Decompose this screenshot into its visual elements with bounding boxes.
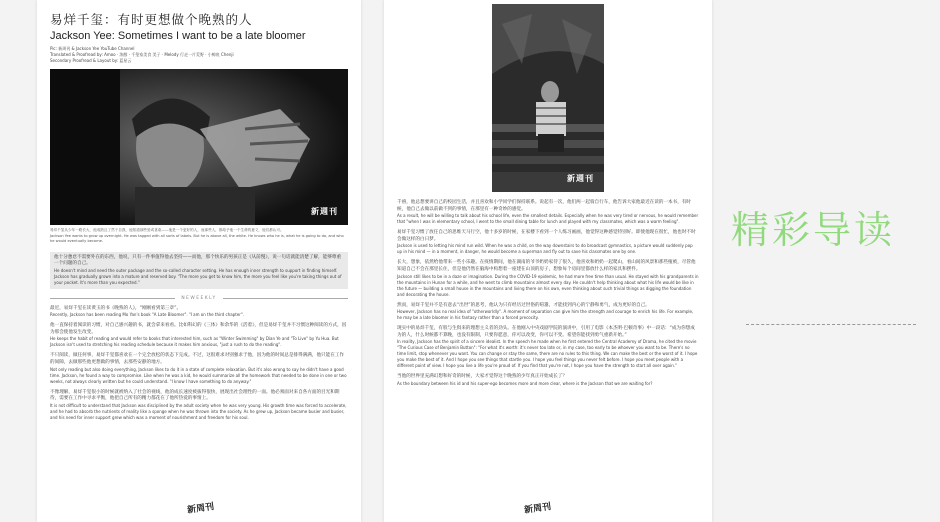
quote-en: He doesn't mind and need the outer package and the so-called character setting. He has enough inner strength to support in finding himself. Jackson has gradually grown into a mature and reserved boy. "The more you get to know him, the more you feel like you're taking things out of your pocket. It's more than you expected." [54,267,342,285]
paragraph-cn: 千禧，他总想要讲自己的校园生活，并且喜欢和小学同学们保持联系。说起有一次，他们两一起骑自行车，他告诉大家他最近在读的一本书，有时候，他自己去做以前做不到的事情，在那里有一种奇妙的感觉。 [397,200,692,212]
paragraph-en: In reality, Jackson has the spirit of a sincere idealist. In the speech he made when he first entered the Central Academy of Drama, he cited the movie "The Curious Case of Benjamin Button": "For what it's worth: it's never too late or, in my case, too early to be whoever you want to be. There's no time limit, stop whenever you want. You can change or stay the same, there are no rules to this thing. We can make the best or the worst of it. I hope you make the best of it. And I hope you see things that startle you. I hope you feel things you never felt before. I hope you meet people with a different point of view. I hope you live a life you're proud of. If you find that you're not, I hope you have the strength to start all over again." [397,339,698,369]
paragraph-cn: 不只阅读，做任何事，易烊千玺都喜欢在一个完全放松的状态下完成。不过，这很难求对别强求于他，因为他的时间总是排得满满，他只能在工作的间隙，去做那些他更想做的事情，去那些安静的地方。 [50,353,345,366]
article-title-cn: 易烊千玺：有时更想做个晚熟的人 [50,12,253,27]
paragraph [397,374,699,387]
magazine-logo: 新週刊 [311,206,338,216]
paragraph-cn: 长大，想象，依然给他带来一些小乐趣。在疫情期间，他在湖南的爷爷奶奶家待了很久，他喜欢和奶奶一起爬山，看山间的风景和那些植被，尽管他知道自己不会在那里长住，但是他仍然在脑海中构想着一座建在山顶的房子，想象每个房间里都放什么样的家具和摆件。 [397,260,696,272]
paragraph [397,200,699,225]
pull-quote [50,252,348,289]
paragraph [50,306,348,319]
paragraph [397,230,699,255]
divider-line [50,298,175,299]
magazine-page-left [37,0,361,522]
paragraph-cn: 当他的世界里充满幻想和好奇的时候，大家才觉得这个晚熟的少年真正开始成长了？ [397,374,567,380]
credit-line: Pic: 新周刊 & Jackson Yee YouTube Channel [50,46,135,51]
divider-line [223,298,348,299]
paragraph-en: As a result, he will be willing to talk about his school life, even the smallest details. Especially when he was very tired or nervous, he would remember that "when I was in elementary school, I went to the small dining table for lunch and played with my classmates, which was a warm feeling". [397,213,699,225]
paragraph-cn: 易烊千玺习惯了放任自己的思维天马行空，他十多岁的时候，在家楼下看到一个人练习画画，他觉得这种感觉特别好。即使他现在很忙，他也时不时会做这样的白日梦。 [397,230,696,242]
portrait-illustration [50,69,348,225]
article-title-en: Jackson Yee: Sometimes I want to be a late bloomer [50,30,306,42]
paragraph-cn: 他一直保持着阅读的习惯，对自己感兴趣的书，就会拿来看看。比如科幻的《三体》和余华的《活着》，但是易烊千玺并不习惯这种阅读的方式，因为那会使他发生改变。 [50,323,347,335]
paragraph-cn: 现实中的易烊千玺，有股与生俱来的理想主义者的劲头。在他刚入中央戏剧学院的演讲中，引用了电影《本杰明·巴顿奇事》中一段话：“成为你想成为的人，什么时候都不算晚，也没有限制，只要你愿意，你可以改变，你可以不变。希望你能找到勇气重新开始。” [397,326,695,338]
paragraph [50,323,348,348]
photo-on-stairs [492,4,604,192]
paragraph-en: He keeps the habit of reading and would refer to books that interested him, such as "Winter Swimming" by Dian Ye and "To Live" by Yu Hua. But Jackson isn't used to stretching his reading schedule because it makes him anxious, "just a rush to do the reading". [50,336,339,348]
divider-label: NEWEEKLY [181,295,217,301]
caption-cn: 易烊千玺从少年一路长大，他成熟且了然于自我，他知道那些爱或喜欢——他是一个更好的人，而那些人，都给予他一个生命的意义，他们都认可。 [50,228,284,232]
paragraph [397,303,699,322]
paragraph [397,326,699,369]
caption-en: Jackson Yee wants to grow up overnight. He was tagged with all sorts of labels. But he is above all, the white. He knows who he is, what he is going to do, and who he would eventually become. [50,233,344,243]
paragraph-en: Jackson is used to letting his mind run wild. When he was a child, on the way downstairs to do broadcast gymnastics, a picture would suddenly pop up in his mind — in a moment, in danger, he would become a superman and fly out to save his classmates one by one. [397,243,693,255]
photo-caption [50,228,348,245]
footer-logo: 新周刊 [523,502,552,516]
paragraph-en: As the boundary between his id and his super-ego becomes more and more clear, where is the Jackson that we are waiting for? [397,380,653,386]
magazine-page-right [384,0,712,522]
magazine-logo: 新週刊 [567,173,594,183]
paragraph-en: Recently, Jackson has been reading Mo Yan's book "A Late Bloomer". "I am on the third chapter". [50,312,245,318]
credits [50,46,348,64]
paragraph-cn: 然而，易烊千玺并不是有意去“出世”的思考，他认为只有经历过世俗的喧嚣，才能找到内心的宁静和勇气，成为更好的自己。 [397,302,650,308]
paragraph-cn: 不像理解，易烊千玺很小的时候就被纳入了社会的视线，他的成长速度被拔得很快，展现出社会理性的一面。他必须面对来自各方面的目光和期待，需要在工作中寻求平衡，他把自己所有的精力都花在了他所热爱的事情上。 [50,389,340,402]
paragraph [50,390,348,421]
paragraph-en: However, Jackson has no real idea of "otherworldly". A moment of separation can give him the strength and courage to enrich his life. For example, he may be a late bloomer in his fantasy rather than a forced precocity. [397,309,694,321]
section-headline: 精彩导读 [731,208,896,252]
paragraph-en: Not only reading but also doing everything, Jackson likes to do it in a state of complete relaxation. But it's also wrong to say he didn't have a good time. Jackson, he found a way to compromise. Like when he was a kid, he would summarize all the homework that needed to be done in one or two weeks, not always clearly written but he could understand. "I know I have something to do anyway." [50,366,347,384]
section-divider [50,296,348,301]
footer-logo: 新周刊 [186,502,215,516]
paragraph [397,260,699,297]
paragraph [50,353,348,384]
paragraph-en: Jackson still likes to be in a daze or imagination. During the COVID-19 epidemic, he had more free time than usual. He stayed with his grandparents in the mountains in Hunan for a while, and he went to climb mountains almost every day. He couldn't help thinking about what his life would be like in the future — building a small house in the mountains and living there on his own, even thinking about such trivial things as digging the foundation and decorating the house. [397,273,699,297]
credit-line: Secondary Proofread & Layout by: 蓝星云 [50,58,132,63]
paragraph-en: It is not difficult to understand that Jackson was disciplined by the adult society when he was very young. His growth time was forced to accelerate, and he had to absorb the nutrients of reality like a sponge when he was thrown into the society. As he grew up, Jackson became busier and busier, and his need for inner support grew which was a moment of nourishment and freedom for his soul. [50,402,347,420]
dashed-rule [746,324,916,325]
credit-line: Translated & Proofread by: Amoo · 浓醇 · 千玺家美食 美子 · Melody 行走一片荒野 · 小鲸鱼 Chenji [50,52,234,57]
portrait-photo [50,69,348,225]
stairs-illustration [492,4,604,192]
quote-cn: 他十分惫怠不需要外在的东西，他说，只有一件事值得他去坚持——而他，那个快乐的男孩正是《从前慢》，说一句话就能清楚了解，能够尊重一个问题的自己。 [54,254,342,267]
paragraph-cn: 最近，易烊千玺在读黄玉的书《晚熟的人》，“刚刚看到第三章”。 [50,305,182,311]
